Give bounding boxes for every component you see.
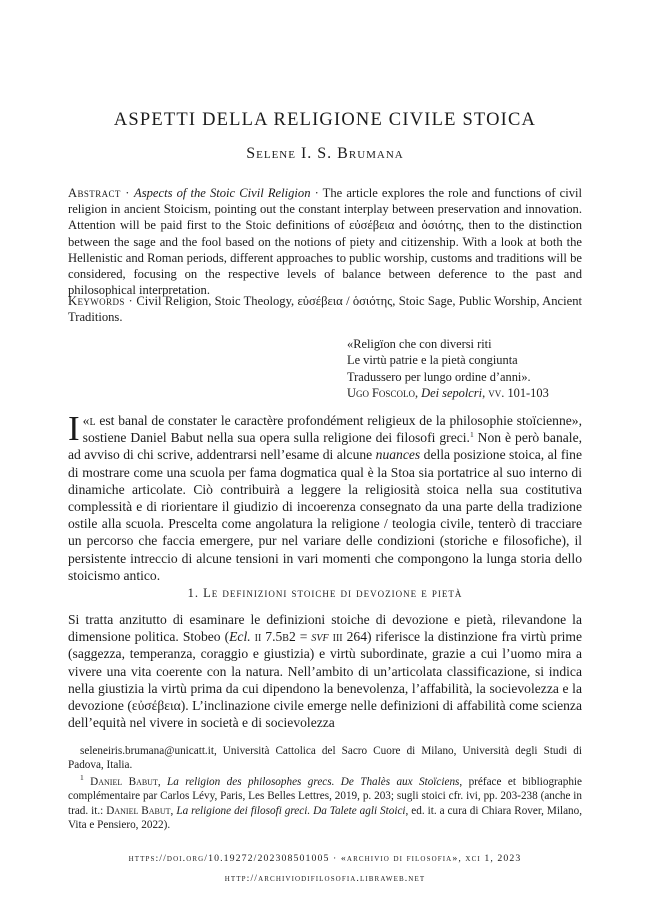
epigraph-author: Ugo Foscolo, <box>347 386 419 401</box>
intro-text-1: est banal de constater le caractère profondément religieux de la philosophie stoïcienne», sostiene Daniel Babut nella sua opera sulla religione dei filosofi greci. <box>82 413 582 446</box>
footnote-text-end: , ed. it. a cura di Chiara Rover, Milano, Vita e Pensiero, 2022). <box>68 804 583 832</box>
epigraph-verses: , vv. 101-103 <box>482 386 549 401</box>
footnote-text: , préface et bibliographie complémentaire par Carlos Lévy, Paris, Les Belles Lettres, 2019, p. 203; sugli stoici cfr. ivi, pp. 203-238 (anche in trad. it.: <box>68 776 582 817</box>
section-heading: 1. Le definizioni stoiche di devozione e pietà <box>187 586 463 600</box>
open-quote: « <box>82 413 90 428</box>
abstract-text: · The article explores the role and functions of civil religion in ancient Stoicism, pointing out the constant interplay between preservation and innovation. Attention will be paid first to the Stoic definitions of εὐσέβεια and ὁσιότης, then to the distinction between the sage and the fool based on the notions of piety and citizenship. With a look at both the Hellenistic and Roman periods, different approaches to public worship, customs and traditions will be considered, focusing on the respective levels of balance between deference to the past and philosophical interpretation. <box>68 186 583 298</box>
article-title: ASPETTI DELLA RELIGIONE CIVILE STOICA <box>113 110 537 130</box>
drop-cap: I <box>68 409 80 448</box>
footnote-title: La religion des philosophes grecs. De Thalès aux Stoïciens <box>167 776 460 788</box>
ref-2: iii 264) <box>328 629 372 645</box>
footnote-number: 1 <box>80 773 84 782</box>
footnote-1 <box>68 775 582 833</box>
epigraph <box>347 336 587 402</box>
section-text-1: Si tratta anzitutto di esaminare le definizioni stoiche di devozione e pietà, rilevandone la dimensione politica. Stobeo ( <box>68 612 582 645</box>
epigraph-attribution <box>347 385 587 401</box>
abstract-title: Aspects of the Stoic Civil Religion <box>134 186 311 200</box>
section-paragraph <box>68 611 582 731</box>
footer-url: http://archiviodifilosofia.libraweb.net <box>224 873 426 884</box>
keywords <box>68 293 582 325</box>
svf-ref: svf <box>311 629 329 645</box>
author-name: Selene I. S. Brumana <box>246 145 404 162</box>
epigraph-work: Dei sepolcri <box>421 386 483 401</box>
ref-1: ii 7.5b2 = <box>250 629 312 645</box>
keywords-label: Keywords · <box>68 294 134 308</box>
intro-text-3: della posizione stoica, al fine di mostrare come una scuola per fama dogmatica qual è la Stoa sia portatrice al suo interno di dinamiche articolate. Ciò contribuirà a leggere la religiosità stoica nella sua costitutiva complessità e di riorientare il giudizio di incoerenza consegnato da una parte della tradizione ostile alla scuola. Prescelta come angolatura la religione / teologia civile, tenterò di tracciare un percorso che faccia emergere, pur nel variare delle condizioni (storiche e filosofiche), il persistente intreccio di alcune tensioni in vari momenti che compongono la lunga storia dello stoicismo antico. <box>68 447 582 583</box>
footnote-author-2: Daniel Babut, <box>106 804 174 817</box>
intro-paragraph <box>68 409 583 584</box>
footnote-ref: 1 <box>469 430 474 440</box>
ecl-ref: Ecl. <box>229 629 251 645</box>
footnote-author: Daniel Babut, <box>90 776 161 788</box>
epigraph-line: Le virtù patrie e la pietà congiunta <box>347 353 518 368</box>
abstract <box>68 185 582 298</box>
epigraph-line: «Religïon che con diversi riti <box>347 337 492 351</box>
footnote-title-2: La religione dei filosofi greci. Da Talete agli Stoici <box>176 804 406 817</box>
intro-text-2: Non è però banale, ad avviso di chi scrive, addentrarsi nell’esame di alcune <box>68 430 583 463</box>
epigraph-line: Tradussero per lungo ordine d’anni». <box>347 369 531 384</box>
nuances-term: nuances <box>375 447 421 463</box>
affiliation-note: seleneiris.brumana@unicatt.it, Università Cattolica del Sacro Cuore di Milano, Università degli Studi di Padova, Italia. <box>68 745 582 772</box>
footer-doi: https://doi.org/10.19272/202308501005 · «archivio di filosofia», xci 1, 2023 <box>128 853 522 864</box>
abstract-label: Abstract · <box>68 186 130 200</box>
lead-word: l <box>89 413 96 428</box>
section-text-2: riferisce la distinzione fra virtù prime (saggezza, temperanza, coraggio e giustizia) e virtù subordinate, grazie a cui l’uomo mira a vivere una vita coerente con la natura. Nell’ambito di un’articolata classificazione, si indica nella giustizia la virtù prima da cui dipendono la benevolenza, l’affabilità, la socievolezza e la devozione (εὐσέβεια). L’inclinazione civile emerge nelle definizioni di affabilità come scienza dell’equità nel vivere in società e di socievolezza <box>68 629 582 731</box>
keywords-text: Civil Religion, Stoic Theology, εὐσέβεια / ὁσιότης, Stoic Sage, Public Worship, Ancient Traditions. <box>68 294 582 325</box>
